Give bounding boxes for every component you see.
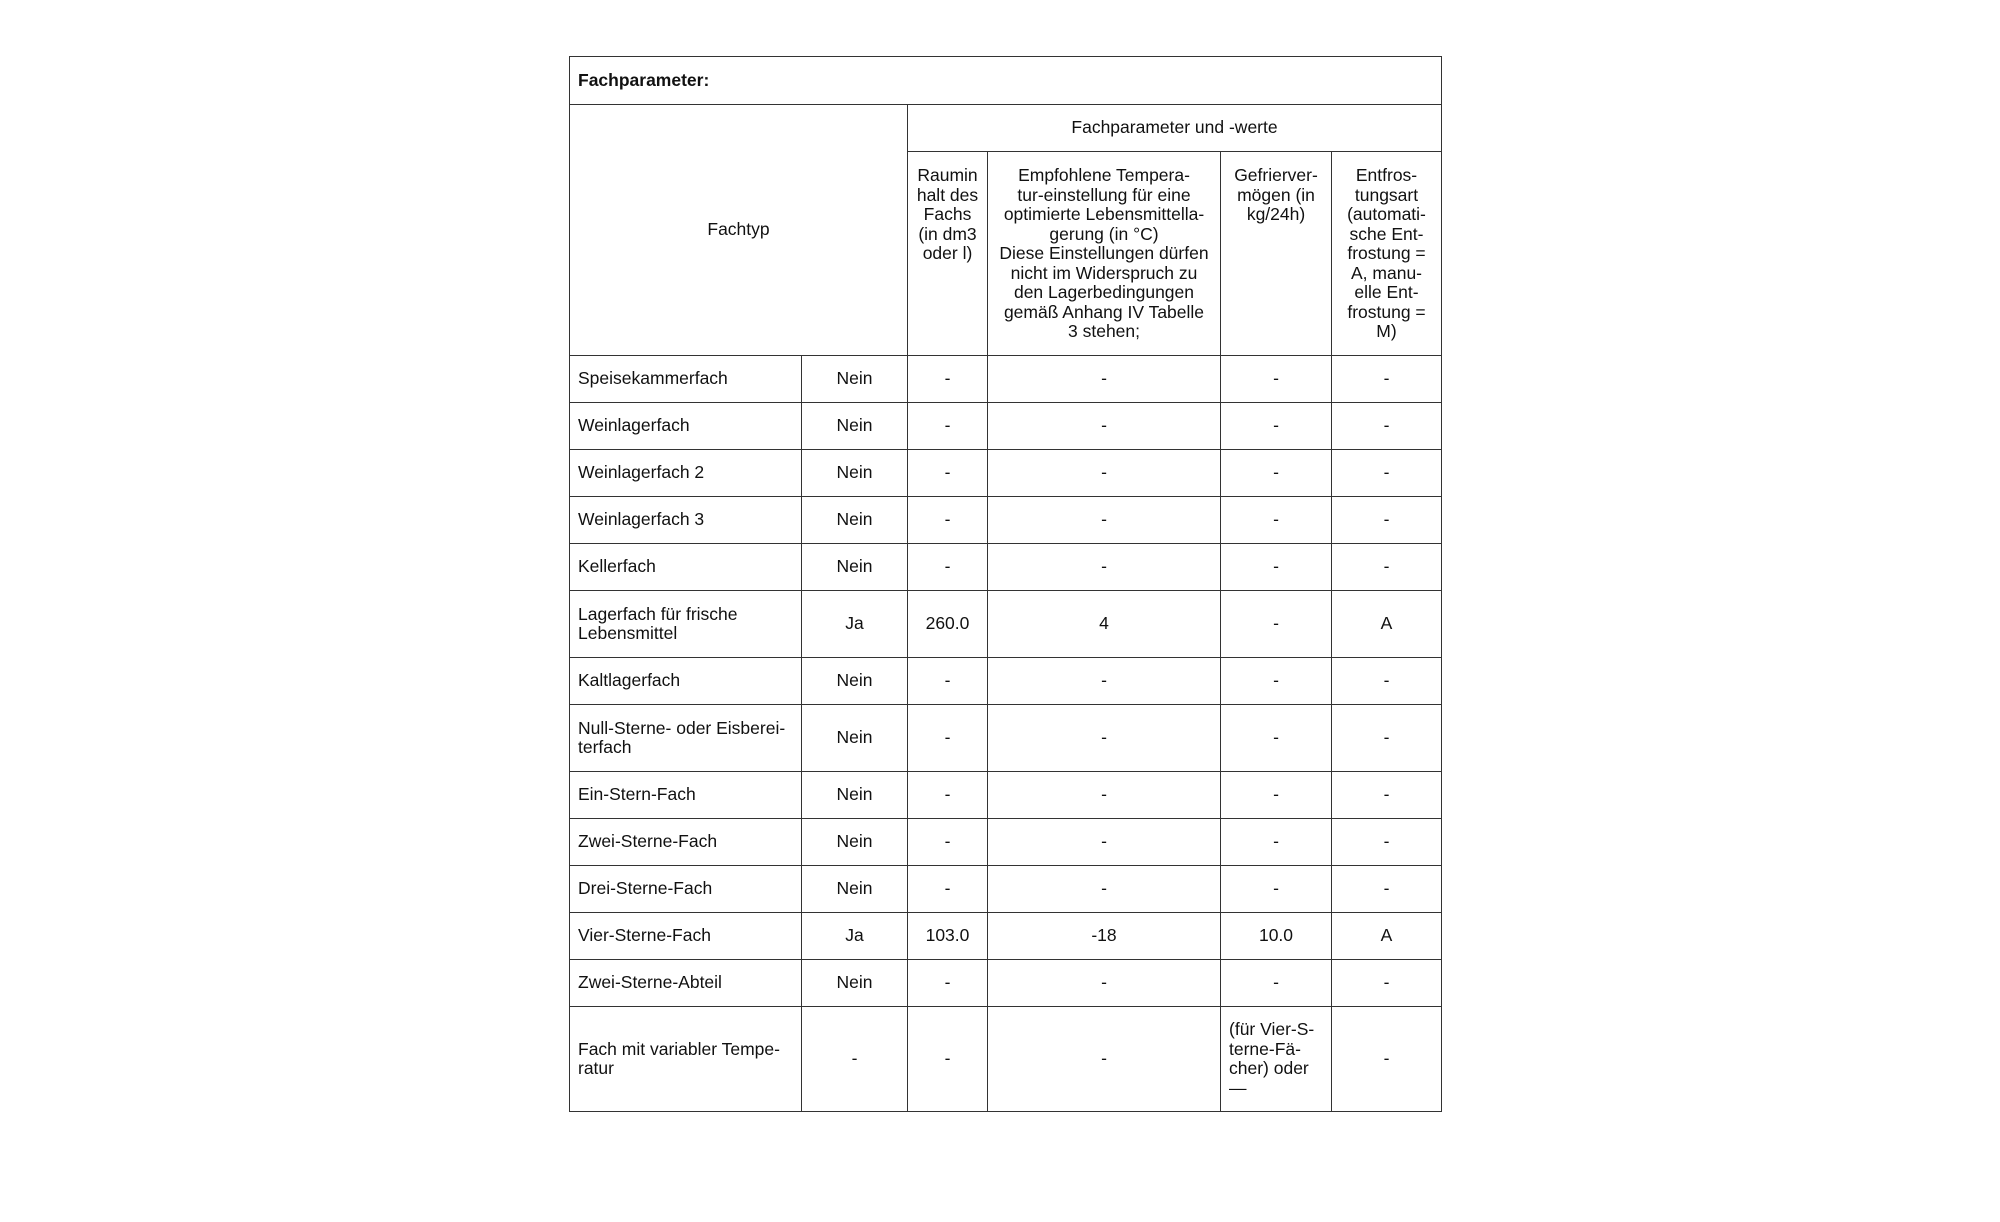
- freezing-capacity-cell: -: [1221, 819, 1332, 866]
- temperature-cell: -: [988, 705, 1221, 772]
- fachparameter-table: [569, 56, 1442, 1112]
- table-row: [570, 705, 1442, 772]
- table-row: [570, 819, 1442, 866]
- defrost-type-cell: -: [1332, 658, 1442, 705]
- table-row: [570, 450, 1442, 497]
- table-row: [570, 356, 1442, 403]
- freezing-capacity-cell: -: [1221, 591, 1332, 658]
- compartment-type-cell: Kaltlagerfach: [570, 658, 802, 705]
- table-row: [570, 772, 1442, 819]
- temperature-cell: -: [988, 450, 1221, 497]
- present-cell: Nein: [802, 403, 908, 450]
- defrost-type-cell: -: [1332, 1007, 1442, 1112]
- present-cell: Ja: [802, 591, 908, 658]
- compartment-type-cell: Zwei-Sterne-Fach: [570, 819, 802, 866]
- volume-cell: -: [908, 403, 988, 450]
- compartment-type-cell: Zwei-Sterne-Abteil: [570, 960, 802, 1007]
- present-cell: Nein: [802, 866, 908, 913]
- temperature-column-header: Empfohlene Tempera- tur-einstellung für eine optimierte Lebensmittella- gerung (in °C) Diese Einstellungen dürfen nicht im Widerspruch zu den Lagerbedingungen gemäß Anhang IV Tabelle 3 stehen;: [988, 152, 1221, 356]
- compartment-type-cell: Ein-Stern-Fach: [570, 772, 802, 819]
- freezing-capacity-cell: -: [1221, 705, 1332, 772]
- defrost-type-cell: -: [1332, 772, 1442, 819]
- compartment-type-cell: Lagerfach für frische Lebensmittel: [570, 591, 802, 658]
- volume-cell: -: [908, 705, 988, 772]
- defrost-type-cell: -: [1332, 866, 1442, 913]
- defrost-type-cell: -: [1332, 497, 1442, 544]
- defrost-type-cell: -: [1332, 403, 1442, 450]
- freezing-capacity-cell: 10.0: [1221, 913, 1332, 960]
- present-cell: Nein: [802, 544, 908, 591]
- present-cell: Nein: [802, 356, 908, 403]
- defrost-type-cell: A: [1332, 591, 1442, 658]
- volume-cell: -: [908, 1007, 988, 1112]
- freezing-capacity-cell: -: [1221, 866, 1332, 913]
- temperature-cell: -18: [988, 913, 1221, 960]
- table-row: [570, 913, 1442, 960]
- present-cell: Ja: [802, 913, 908, 960]
- present-cell: Nein: [802, 450, 908, 497]
- temperature-cell: -: [988, 866, 1221, 913]
- compartment-type-cell: Kellerfach: [570, 544, 802, 591]
- table-row: [570, 544, 1442, 591]
- present-cell: Nein: [802, 658, 908, 705]
- table-title: Fachparameter:: [570, 57, 1442, 105]
- freezing-capacity-cell: -: [1221, 658, 1332, 705]
- table-row: [570, 1007, 1442, 1112]
- freezing-capacity-cell: -: [1221, 960, 1332, 1007]
- compartment-type-cell: Drei-Sterne-Fach: [570, 866, 802, 913]
- volume-column-header: Raumin halt des Fachs (in dm3 oder l): [908, 152, 988, 356]
- temperature-cell: -: [988, 819, 1221, 866]
- compartment-type-cell: Weinlagerfach: [570, 403, 802, 450]
- compartment-type-cell: Weinlagerfach 2: [570, 450, 802, 497]
- group-header: Fachparameter und -werte: [908, 105, 1442, 152]
- temperature-cell: -: [988, 403, 1221, 450]
- present-cell: Nein: [802, 497, 908, 544]
- temperature-cell: 4: [988, 591, 1221, 658]
- defrost-type-column-header: Entfros- tungsart (automati- sche Ent- frostung = A, manu- elle Ent- frostung = M): [1332, 152, 1442, 356]
- freezing-capacity-cell: (für Vier-S- terne-Fä- cher) oder —: [1221, 1007, 1332, 1112]
- freezing-capacity-cell: -: [1221, 544, 1332, 591]
- present-cell: -: [802, 1007, 908, 1112]
- volume-cell: -: [908, 819, 988, 866]
- present-cell: Nein: [802, 772, 908, 819]
- volume-cell: -: [908, 544, 988, 591]
- temperature-cell: -: [988, 1007, 1221, 1112]
- table-row: [570, 591, 1442, 658]
- temperature-cell: -: [988, 356, 1221, 403]
- temperature-cell: -: [988, 544, 1221, 591]
- temperature-cell: -: [988, 960, 1221, 1007]
- volume-cell: -: [908, 497, 988, 544]
- defrost-type-cell: A: [1332, 913, 1442, 960]
- compartment-type-cell: Speisekammerfach: [570, 356, 802, 403]
- present-cell: Nein: [802, 819, 908, 866]
- temperature-cell: -: [988, 658, 1221, 705]
- freezing-capacity-cell: -: [1221, 772, 1332, 819]
- defrost-type-cell: -: [1332, 960, 1442, 1007]
- present-cell: Nein: [802, 960, 908, 1007]
- compartment-type-cell: Fach mit variabler Tempe- ratur: [570, 1007, 802, 1112]
- volume-cell: 103.0: [908, 913, 988, 960]
- freezing-capacity-column-header: Gefrierver- mögen (in kg/24h): [1221, 152, 1332, 356]
- defrost-type-cell: -: [1332, 819, 1442, 866]
- volume-cell: -: [908, 658, 988, 705]
- defrost-type-cell: -: [1332, 356, 1442, 403]
- compartment-type-cell: Weinlagerfach 3: [570, 497, 802, 544]
- present-cell: Nein: [802, 705, 908, 772]
- table-row: [570, 866, 1442, 913]
- compartment-type-cell: Null-Sterne- oder Eisberei- terfach: [570, 705, 802, 772]
- table-row: [570, 658, 1442, 705]
- volume-cell: -: [908, 356, 988, 403]
- volume-cell: -: [908, 960, 988, 1007]
- freezing-capacity-cell: -: [1221, 356, 1332, 403]
- freezing-capacity-cell: -: [1221, 450, 1332, 497]
- volume-cell: -: [908, 866, 988, 913]
- table-row: [570, 497, 1442, 544]
- defrost-type-cell: -: [1332, 705, 1442, 772]
- freezing-capacity-cell: -: [1221, 497, 1332, 544]
- temperature-cell: -: [988, 772, 1221, 819]
- fachtyp-header: Fachtyp: [570, 105, 908, 356]
- temperature-cell: -: [988, 497, 1221, 544]
- compartment-type-cell: Vier-Sterne-Fach: [570, 913, 802, 960]
- volume-cell: -: [908, 450, 988, 497]
- table-row: [570, 960, 1442, 1007]
- volume-cell: -: [908, 772, 988, 819]
- volume-cell: 260.0: [908, 591, 988, 658]
- table-row: [570, 403, 1442, 450]
- freezing-capacity-cell: -: [1221, 403, 1332, 450]
- defrost-type-cell: -: [1332, 544, 1442, 591]
- defrost-type-cell: -: [1332, 450, 1442, 497]
